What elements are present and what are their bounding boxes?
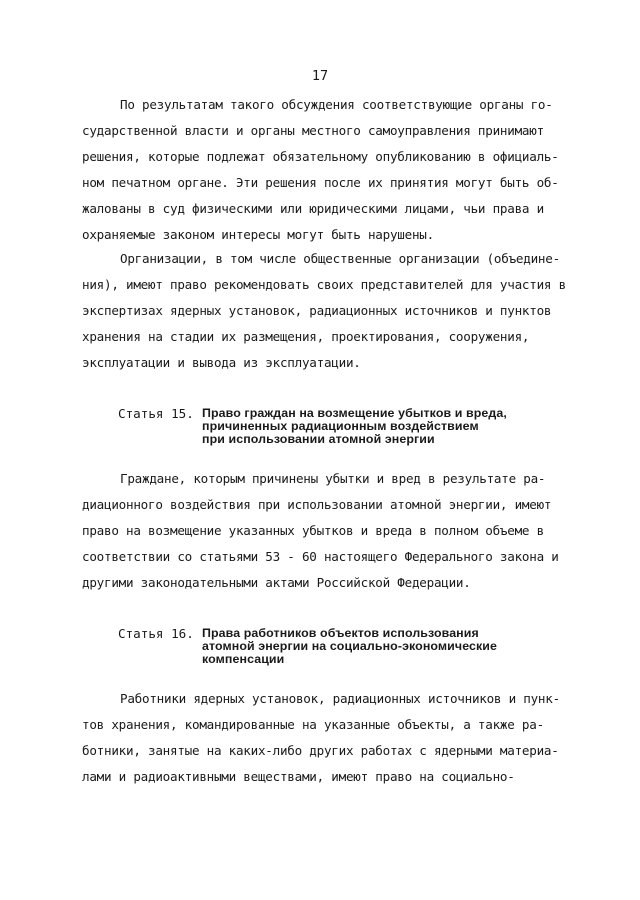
- article-title-line: атомной энергии на социально-экономические: [202, 639, 498, 653]
- text-line: Организации, в том числе общественные организации (объедине-: [120, 251, 560, 266]
- text-line: ботники, занятые на каких-либо других работах с ядерными материа-: [82, 743, 559, 758]
- text-line: сударственной власти и органы местного самоуправления принимают: [82, 123, 544, 138]
- article-number: Статья 16.: [118, 626, 194, 641]
- text-line: эксплуатации и вывода из эксплуатации.: [82, 355, 361, 370]
- text-line: тов хранения, командированные на указанные объекты, а также ра-: [82, 717, 544, 732]
- text-line: ном печатном органе. Эти решения после их принятия могут быть об-: [82, 175, 559, 190]
- text-line: диационного воздействия при использовании атомной энергии, имеют: [82, 497, 552, 512]
- paragraph-1: [82, 92, 576, 248]
- text-line: Граждане, которым причинены убытки и вред в результате ра-: [120, 471, 546, 486]
- text-line: охраняемые законом интересы могут быть нарушены.: [82, 227, 434, 242]
- article-number: Статья 15.: [118, 406, 194, 421]
- text-line: другими законодательными актами Российской Федерации.: [82, 575, 471, 590]
- article-title-line: компенсации: [202, 652, 285, 666]
- text-line: право на возмещение указанных убытков и вреда в полном объеме в: [82, 523, 544, 538]
- paragraph-3: [82, 466, 576, 596]
- article-16-heading: [118, 627, 588, 666]
- text-line: соответствии со статьями 53 - 60 настоящего Федерального закона и: [82, 549, 559, 564]
- text-line: ния), имеют право рекомендовать своих представителей для участия в: [82, 277, 566, 292]
- article-title-line: Право граждан на возмещение убытков и вреда,: [202, 406, 507, 420]
- text-line: решения, которые подлежат обязательному опубликованию в официаль-: [82, 149, 559, 164]
- article-15-heading: [118, 407, 588, 446]
- text-line: жалованы в суд физическими или юридическими лицами, чьи права и: [82, 201, 544, 216]
- text-line: хранения на стадии их размещения, проектирования, сооружения,: [82, 329, 530, 344]
- text-line: лами и радиоактивными веществами, имеют право на социально-: [82, 769, 515, 784]
- paragraph-2: [82, 246, 576, 376]
- paragraph-4: [82, 686, 576, 790]
- text-line: По результатам такого обсуждения соответствующие органы го-: [120, 97, 553, 112]
- text-line: Работники ядерных установок, радиационных источников и пунк-: [120, 691, 560, 706]
- article-title-line: Права работников объектов использования: [202, 626, 479, 640]
- text-line: экспертизах ядерных установок, радиационных источников и пунктов: [82, 303, 552, 318]
- page-number: 17: [311, 68, 329, 84]
- article-title-line: при использовании атомной энергии: [202, 432, 435, 446]
- article-title-line: причиненных радиационным воздействием: [202, 419, 479, 433]
